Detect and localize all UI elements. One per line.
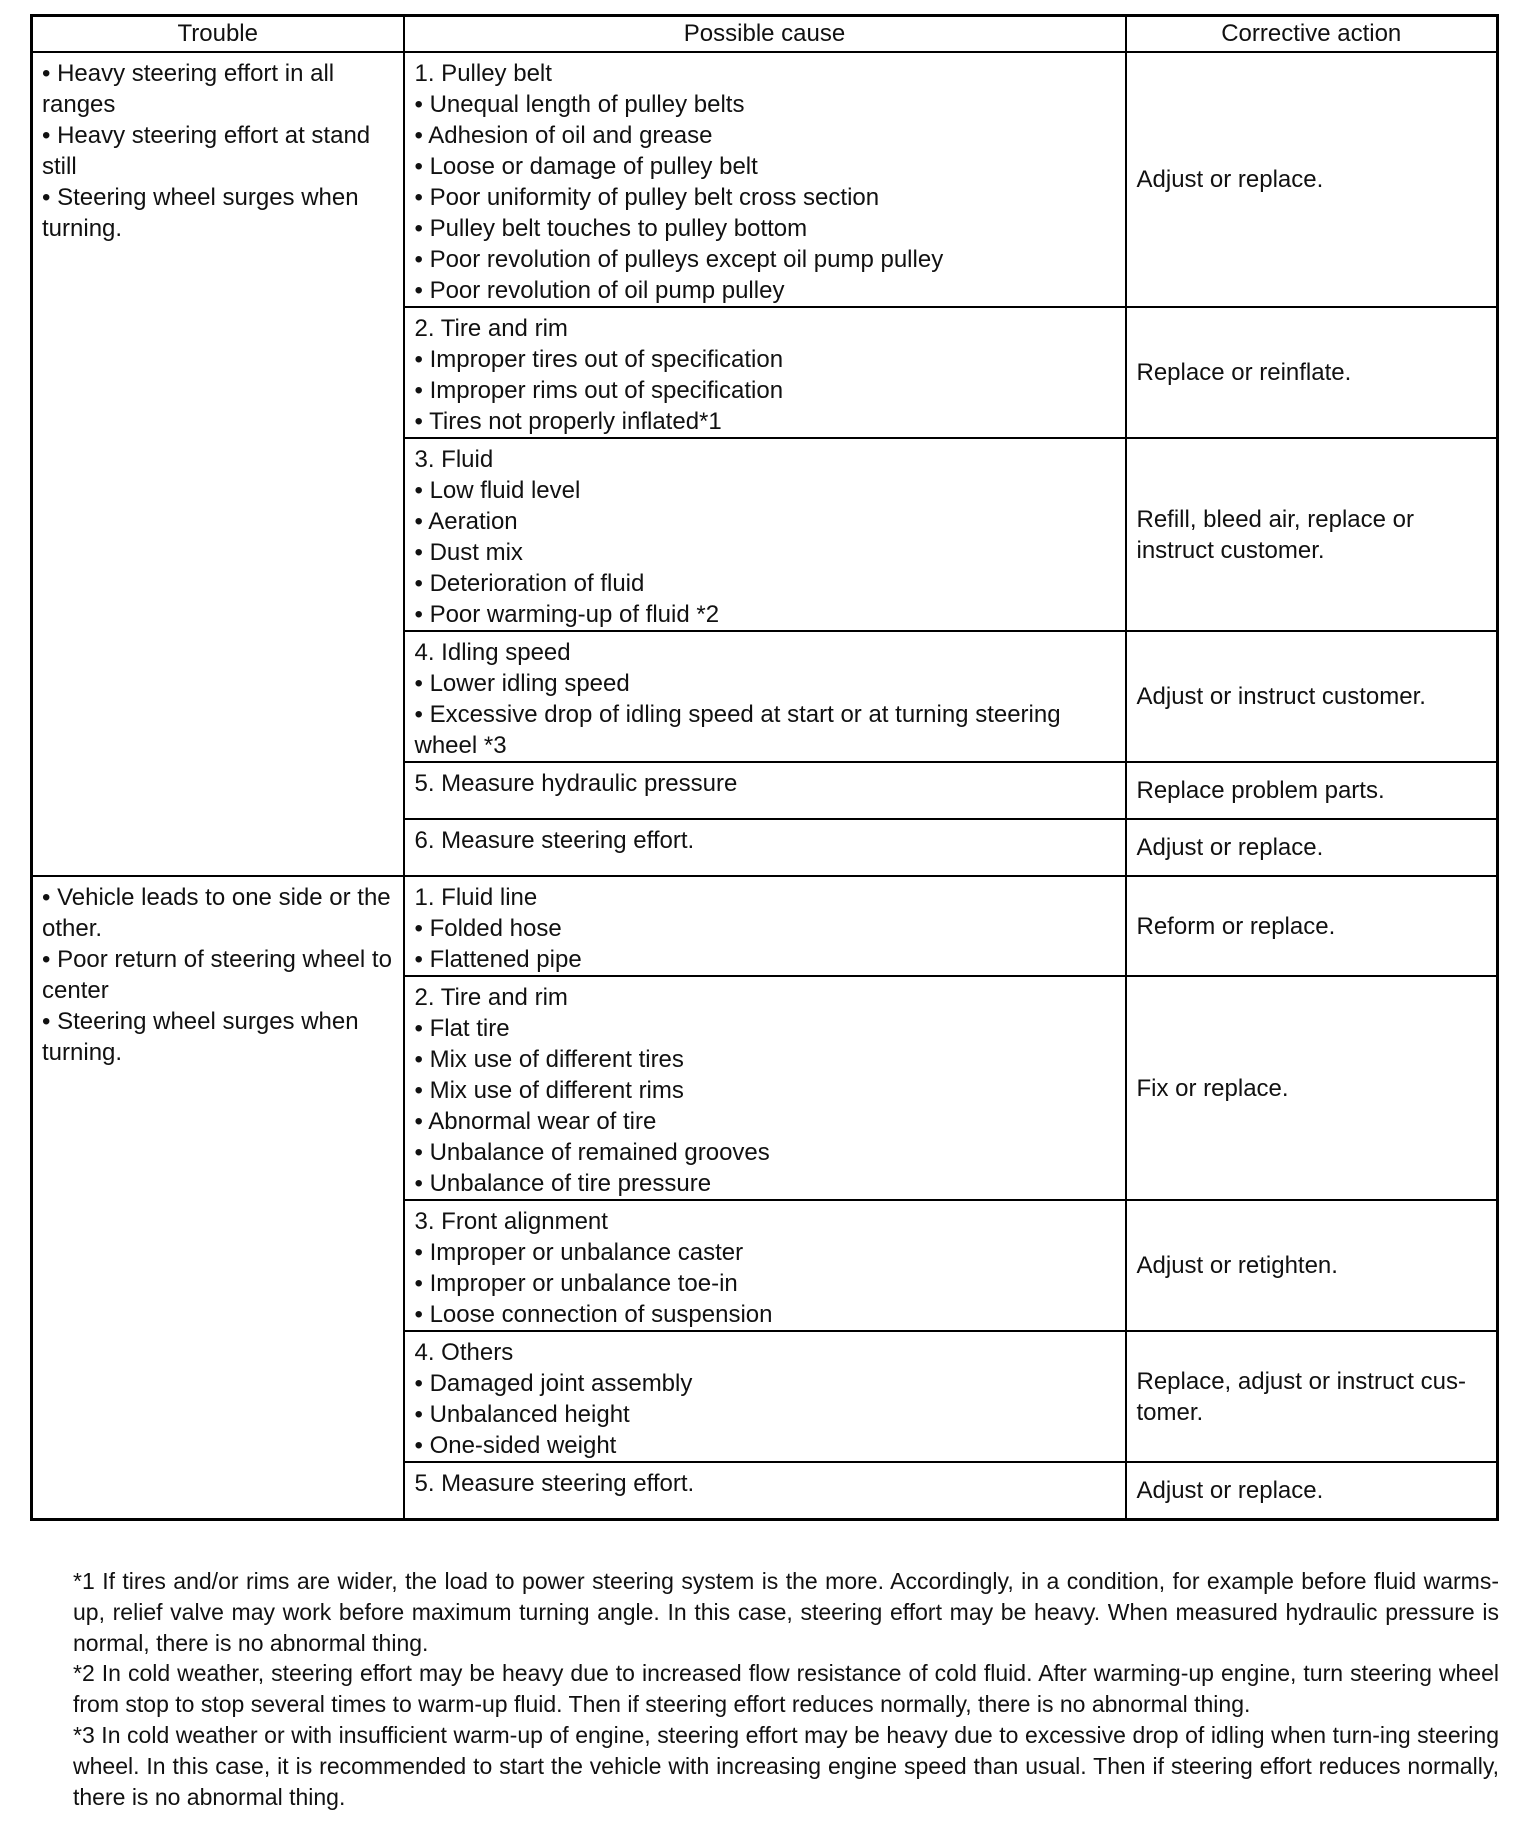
header-possible-cause: Possible cause [404,16,1126,53]
footnotes [73,1566,1499,1812]
cause-item: • Loose or damage of pulley belt [414,153,758,180]
cause-cell [404,438,1126,631]
trouble-item: • Steering wheel surges when turning. [42,1008,359,1066]
cause-item: • Improper or unbalance caster [414,1239,744,1266]
corrective-action-cell: Adjust or replace. [1126,52,1498,307]
cause-item: wheel *3 [414,732,507,759]
cause-item: • Improper rims out of specification [414,377,784,404]
cause-item: • Pulley belt touches to pulley bottom [414,215,808,242]
table-body [32,52,1498,1519]
corrective-action-cell: Replace, adjust or instruct cus-tomer. [1126,1331,1498,1462]
cause-item: • Mix use of different tires [414,1046,684,1073]
cause-heading: 6. Measure steering effort. [414,827,695,854]
cause-item: • Damaged joint assembly [414,1370,693,1397]
cause-heading: 2. Tire and rim [414,315,568,342]
corrective-action-cell: Adjust or retighten. [1126,1200,1498,1331]
cause-heading: 4. Others [414,1339,514,1366]
cause-item: • One-sided weight [414,1432,617,1459]
cause-item: • Flattened pipe [414,946,582,973]
cause-heading: 5. Measure hydraulic pressure [414,770,738,797]
corrective-action-cell: Fix or replace. [1126,976,1498,1200]
cause-item: • Low fluid level [414,477,581,504]
trouble-item: • Steering wheel surges when turning. [42,184,359,242]
header-corrective-action: Corrective action [1126,16,1498,53]
trouble-cell [32,52,404,876]
cause-item: • Unbalanced height [414,1401,630,1428]
footnote: *1 If tires and/or rims are wider, the load to power steering system is the more. Accordingly, in a condition, for example before fluid warms-up, relief valve may work before maximum turning angle. In this case, steering effort may be heavy. When measured hydraulic pressure is normal, there is no abnormal thing. [73,1568,1499,1656]
cause-item: • Adhesion of oil and grease [414,122,713,149]
cause-item: • Poor uniformity of pulley belt cross section [414,184,880,211]
corrective-action-cell: Reform or replace. [1126,876,1498,976]
header-trouble: Trouble [32,16,404,53]
troubleshooting-table [30,14,1499,1521]
footnote: *2 In cold weather, steering effort may be heavy due to increased flow resistance of cold fluid. After warming-up engine, turn steering wheel from stop to stop several times to warm-up fluid. Then if steering effort reduces normally, there is no abnormal thing. [73,1660,1499,1718]
cause-item: • Poor warming-up of fluid *2 [414,601,720,628]
cause-heading: 1. Pulley belt [414,60,552,87]
cause-cell [404,1462,1126,1519]
cause-item: • Poor revolution of pulleys except oil pump pulley [414,246,944,273]
cause-cell [404,631,1126,762]
corrective-action-cell: Refill, bleed air, replace or instruct customer. [1126,438,1498,631]
corrective-action-cell: Adjust or instruct customer. [1126,631,1498,762]
cause-item: • Dust mix [414,539,523,566]
trouble-item: • Vehicle leads to one side or the other. [42,884,391,942]
cause-cell [404,876,1126,976]
cause-cell [404,52,1126,307]
table-row [32,876,1498,976]
cause-item: • Abnormal wear of tire [414,1108,657,1135]
header-row [32,16,1498,53]
footnote: *3 In cold weather or with insufficient warm-up of engine, steering effort may be heavy due to excessive drop of idling when turn-ing steering wheel. In this case, it is recommended to start the vehicle with increasing engine speed than usual. Then if steering effort reduces normally, there is no abnormal thing. [73,1721,1499,1810]
corrective-action-cell: Adjust or replace. [1126,1462,1498,1519]
cause-item: • Flat tire [414,1015,510,1042]
cause-heading: 1. Fluid line [414,884,538,911]
cause-item: • Folded hose [414,915,562,942]
cause-cell [404,762,1126,819]
cause-item: • Lower idling speed [414,670,630,697]
corrective-action-cell: Replace or reinflate. [1126,307,1498,438]
cause-item: • Excessive drop of idling speed at start or at turning steering [414,701,1061,728]
cause-heading: 4. Idling speed [414,639,571,666]
corrective-action-cell: Adjust or replace. [1126,819,1498,876]
cause-item: • Loose connection of suspension [414,1301,773,1328]
cause-cell [404,976,1126,1200]
cause-heading: 2. Tire and rim [414,984,568,1011]
corrective-action-cell: Replace problem parts. [1126,762,1498,819]
cause-item: • Improper or unbalance toe-in [414,1270,738,1297]
cause-cell [404,307,1126,438]
table-row [32,52,1498,307]
trouble-item: • Heavy steering effort in all ranges [42,60,335,118]
cause-item: • Poor revolution of oil pump pulley [414,277,785,304]
cause-item: • Mix use of different rims [414,1077,684,1104]
cause-item: • Unbalance of tire pressure [414,1170,712,1197]
trouble-item: • Poor return of steering wheel to center [42,946,392,1004]
trouble-item: • Heavy steering effort at stand still [42,122,371,180]
cause-item: • Improper tires out of specification [414,346,784,373]
trouble-cell [32,876,404,1519]
cause-item: • Deterioration of fluid [414,570,645,597]
cause-heading: 5. Measure steering effort. [414,1470,695,1497]
cause-item: • Aeration [414,508,518,535]
cause-cell [404,819,1126,876]
cause-cell [404,1331,1126,1462]
cause-cell [404,1200,1126,1331]
cause-item: • Unequal length of pulley belts [414,91,745,118]
cause-item: • Tires not properly inflated*1 [414,408,722,435]
cause-item: • Unbalance of remained grooves [414,1139,770,1166]
cause-heading: 3. Fluid [414,446,494,473]
cause-heading: 3. Front alignment [414,1208,608,1235]
